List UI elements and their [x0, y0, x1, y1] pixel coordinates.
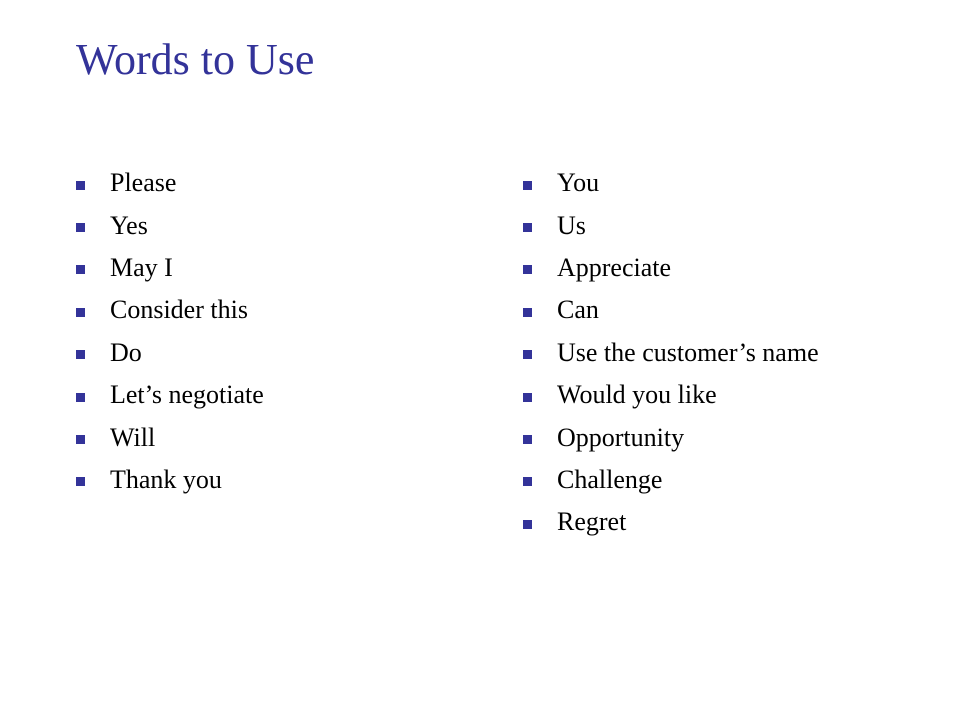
list-item	[523, 332, 943, 374]
list-item-label: Opportunity	[557, 422, 685, 452]
square-bullet-icon	[523, 181, 532, 190]
square-bullet-icon	[523, 223, 532, 232]
list-item-label: Us	[557, 210, 586, 240]
square-bullet-icon	[523, 435, 532, 444]
list-item	[523, 162, 943, 204]
list-item-label: Please	[110, 168, 177, 198]
square-bullet-icon	[523, 520, 532, 529]
list-item-label: Do	[110, 337, 142, 367]
list-item	[76, 204, 466, 246]
list-item-label: Would you like	[557, 380, 717, 410]
list-item-label: May I	[110, 252, 173, 282]
list-item-label: Thank you	[110, 464, 222, 494]
list-item-label: Can	[557, 295, 599, 325]
square-bullet-icon	[76, 181, 85, 190]
list-item	[523, 501, 943, 543]
square-bullet-icon	[76, 350, 85, 359]
square-bullet-icon	[76, 265, 85, 274]
list-item-label: Challenge	[557, 464, 663, 494]
list-item	[76, 332, 466, 374]
list-item-label: You	[557, 168, 600, 198]
list-item-label: Consider this	[110, 295, 248, 325]
list-item	[76, 247, 466, 289]
square-bullet-icon	[523, 393, 532, 402]
slide-title: Words to Use	[76, 35, 315, 84]
square-bullet-icon	[76, 308, 85, 317]
square-bullet-icon	[523, 477, 532, 486]
list-item	[76, 459, 466, 501]
list-item-label: Let’s negotiate	[110, 380, 264, 410]
list-item	[76, 289, 466, 331]
square-bullet-icon	[76, 435, 85, 444]
square-bullet-icon	[76, 393, 85, 402]
list-item	[523, 289, 943, 331]
left-word-list	[76, 162, 466, 501]
list-item	[523, 247, 943, 289]
list-item	[523, 416, 943, 458]
list-item	[523, 459, 943, 501]
list-item-label: Yes	[110, 210, 148, 240]
right-word-list	[523, 162, 943, 544]
list-item	[76, 374, 466, 416]
list-item-label: Appreciate	[557, 252, 672, 282]
list-item	[523, 374, 943, 416]
square-bullet-icon	[523, 308, 532, 317]
list-item	[76, 416, 466, 458]
square-bullet-icon	[76, 477, 85, 486]
square-bullet-icon	[523, 265, 532, 274]
list-item-label: Use the customer’s name	[557, 337, 819, 367]
list-item-label: Will	[110, 422, 156, 452]
square-bullet-icon	[523, 350, 532, 359]
square-bullet-icon	[76, 223, 85, 232]
list-item	[523, 204, 943, 246]
list-item	[76, 162, 466, 204]
list-item-label: Regret	[557, 507, 627, 537]
